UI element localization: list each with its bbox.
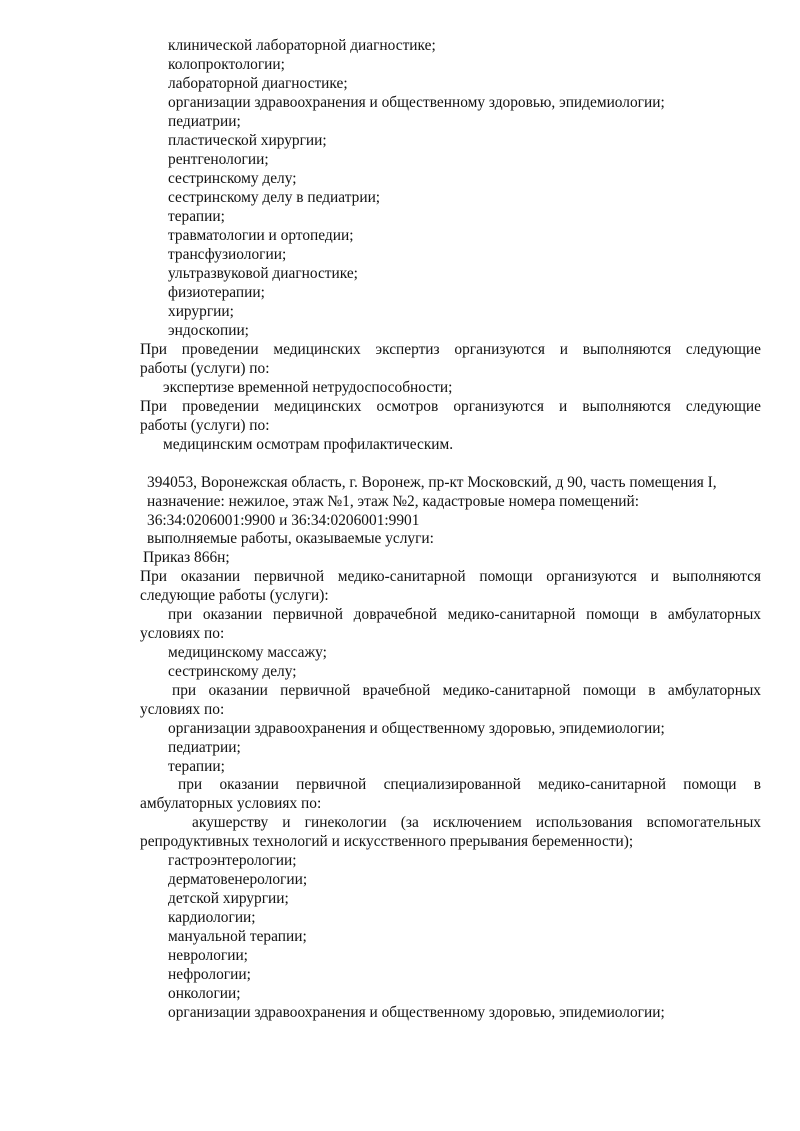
text-line: экспертизе временной нетрудоспособности; [163, 379, 453, 396]
text-line: 394053, Воронежская область, г. Воронеж, пр-кт Московский, д 90, часть помещения I, [147, 474, 717, 491]
text-line: сестринскому делу; [168, 663, 297, 680]
text-line: рентгенологии; [168, 151, 269, 168]
text-line: работы (услуги) по: [140, 360, 270, 377]
text-line: При оказании первичной медико-санитарной помощи организуются и выполняются [140, 568, 761, 585]
text-line: педиатрии; [168, 113, 241, 130]
text-line: мануальной терапии; [168, 928, 307, 945]
text-line: репродуктивных технологий и искусственного прерывания беременности); [140, 833, 634, 850]
text-line: При проведении медицинских экспертиз организуются и выполняются следующие [140, 341, 761, 358]
text-line: гастроэнтерологии; [168, 852, 297, 869]
text-line: пластической хирургии; [168, 132, 327, 149]
text-line: детской хирургии; [168, 890, 289, 907]
text-line: эндоскопии; [168, 322, 249, 339]
text-line: терапии; [168, 758, 225, 775]
text-line: условиях по: [140, 625, 225, 642]
text-line: медицинским осмотрам профилактическим. [163, 436, 454, 453]
text-line: дерматовенерологии; [168, 871, 308, 888]
text-line: хирургии; [168, 303, 234, 320]
text-line: выполняемые работы, оказываемые услуги: [147, 530, 434, 547]
text-line: неврологии; [168, 947, 248, 964]
text-line: амбулаторных условиях по: [140, 795, 322, 812]
text-line: условиях по: [140, 701, 225, 718]
text-line: организации здравоохранения и общественному здоровью, эпидемиологии; [168, 720, 665, 737]
text-line: колопроктологии; [168, 56, 285, 73]
text-line: назначение: нежилое, этаж №1, этаж №2, кадастровые номера помещений: [147, 493, 640, 510]
text-line: нефрологии; [168, 966, 251, 983]
text-line: педиатрии; [168, 739, 241, 756]
text-line: физиотерапии; [168, 284, 265, 301]
text-line: 36:34:0206001:9900 и 36:34:0206001:9901 [147, 512, 420, 529]
text-line: при оказании первичной специализированной медико-санитарной помощи в [178, 776, 761, 793]
text-line: кардиологии; [168, 909, 256, 926]
text-line: акушерству и гинекологии (за исключением использования вспомогательных [192, 814, 761, 831]
text-line: организации здравоохранения и общественному здоровью, эпидемиологии; [168, 1004, 665, 1021]
text-line: лабораторной диагностике; [168, 75, 348, 92]
text-line: медицинскому массажу; [168, 644, 327, 661]
text-line: при оказании первичной доврачебной медико-санитарной помощи в амбулаторных [168, 606, 761, 623]
text-line: травматологии и ортопедии; [168, 227, 354, 244]
text-line: терапии; [168, 208, 225, 225]
text-line: работы (услуги) по: [140, 417, 270, 434]
text-line: при оказании первичной врачебной медико-санитарной помощи в амбулаторных [172, 682, 761, 699]
text-line: трансфузиологии; [168, 246, 287, 263]
text-line: онкологии; [168, 985, 241, 1002]
text-line: ультразвуковой диагностике; [168, 265, 358, 282]
text-line: Приказ 866н; [143, 549, 230, 566]
text-line: клинической лабораторной диагностике; [168, 37, 436, 54]
text-line: следующие работы (услуги): [140, 587, 329, 604]
text-line: организации здравоохранения и общественному здоровью, эпидемиологии; [168, 94, 665, 111]
text-line: При проведении медицинских осмотров организуются и выполняются следующие [140, 398, 761, 415]
text-line: сестринскому делу в педиатрии; [168, 189, 381, 206]
text-line: сестринскому делу; [168, 170, 297, 187]
